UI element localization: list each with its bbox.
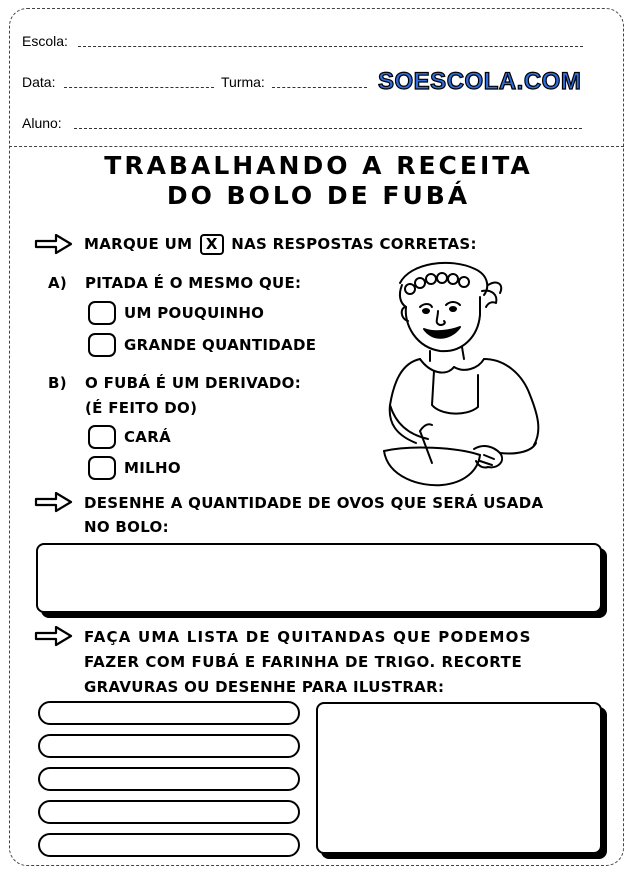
cook-woman-illustration: [380, 255, 580, 490]
option-a2-label: GRANDE QUANTIDADE: [124, 336, 317, 354]
question-a-letter: A): [48, 274, 68, 292]
arrow-right-icon: [34, 233, 74, 255]
instruction-mark-correct: [84, 234, 477, 255]
instruction-text-before: MARQUE UM: [84, 235, 193, 253]
drawing-area-illustration[interactable]: [316, 702, 602, 854]
arrow-right-icon: [34, 491, 74, 513]
date-label: Data:: [22, 74, 56, 90]
page-title-line2: DO BOLO DE FUBÁ: [166, 181, 471, 210]
header-divider: [9, 146, 624, 147]
instruction-list-line3: GRAVURAS OU DESENHE PARA ILUSTRAR:: [84, 678, 445, 696]
site-logo: SOESCOLA.COM: [378, 68, 582, 95]
page-title-line1: TRABALHANDO A RECEITA: [104, 151, 533, 180]
instruction-text-after: NAS RESPOSTAS CORRETAS:: [231, 235, 477, 253]
class-field[interactable]: [272, 87, 367, 88]
checkbox-a1[interactable]: [88, 301, 116, 325]
x-mark-box: X: [200, 234, 224, 255]
question-b-text: O FUBÁ É UM DERIVADO:: [85, 374, 301, 392]
instruction-draw-eggs-line1: DESENHE A QUANTIDADE DE OVOS QUE SERÁ USADA: [84, 494, 544, 512]
date-field[interactable]: [64, 87, 214, 88]
option-b2-label: MILHO: [124, 459, 181, 477]
student-label: Aluno:: [22, 115, 62, 131]
checkbox-b1[interactable]: [88, 425, 116, 449]
checkbox-b2[interactable]: [88, 456, 116, 480]
school-field[interactable]: [78, 46, 583, 47]
student-field[interactable]: [74, 128, 582, 129]
option-a1-label: UM POUQUINHO: [124, 304, 265, 322]
list-line-4[interactable]: [38, 800, 300, 824]
instruction-list-line1: FAÇA UMA LISTA DE QUITANDAS QUE PODEMOS: [84, 628, 532, 646]
drawing-area-eggs[interactable]: [36, 543, 602, 613]
question-a-text: PITADA É O MESMO QUE:: [85, 274, 302, 292]
arrow-right-icon: [34, 625, 74, 647]
list-line-3[interactable]: [38, 767, 300, 791]
question-b-letter: B): [48, 374, 67, 392]
list-line-5[interactable]: [38, 833, 300, 857]
checkbox-a2[interactable]: [88, 333, 116, 357]
list-line-1[interactable]: [38, 701, 300, 725]
instruction-list-line2: FAZER COM FUBÁ E FARINHA DE TRIGO. RECORTE: [84, 653, 523, 671]
option-b1-label: CARÁ: [124, 428, 171, 446]
class-label: Turma:: [221, 74, 265, 90]
school-label: Escola:: [22, 33, 68, 49]
question-b-subtext: (É FEITO DO): [85, 399, 198, 417]
instruction-draw-eggs-line2: NO BOLO:: [84, 518, 169, 536]
list-line-2[interactable]: [38, 734, 300, 758]
